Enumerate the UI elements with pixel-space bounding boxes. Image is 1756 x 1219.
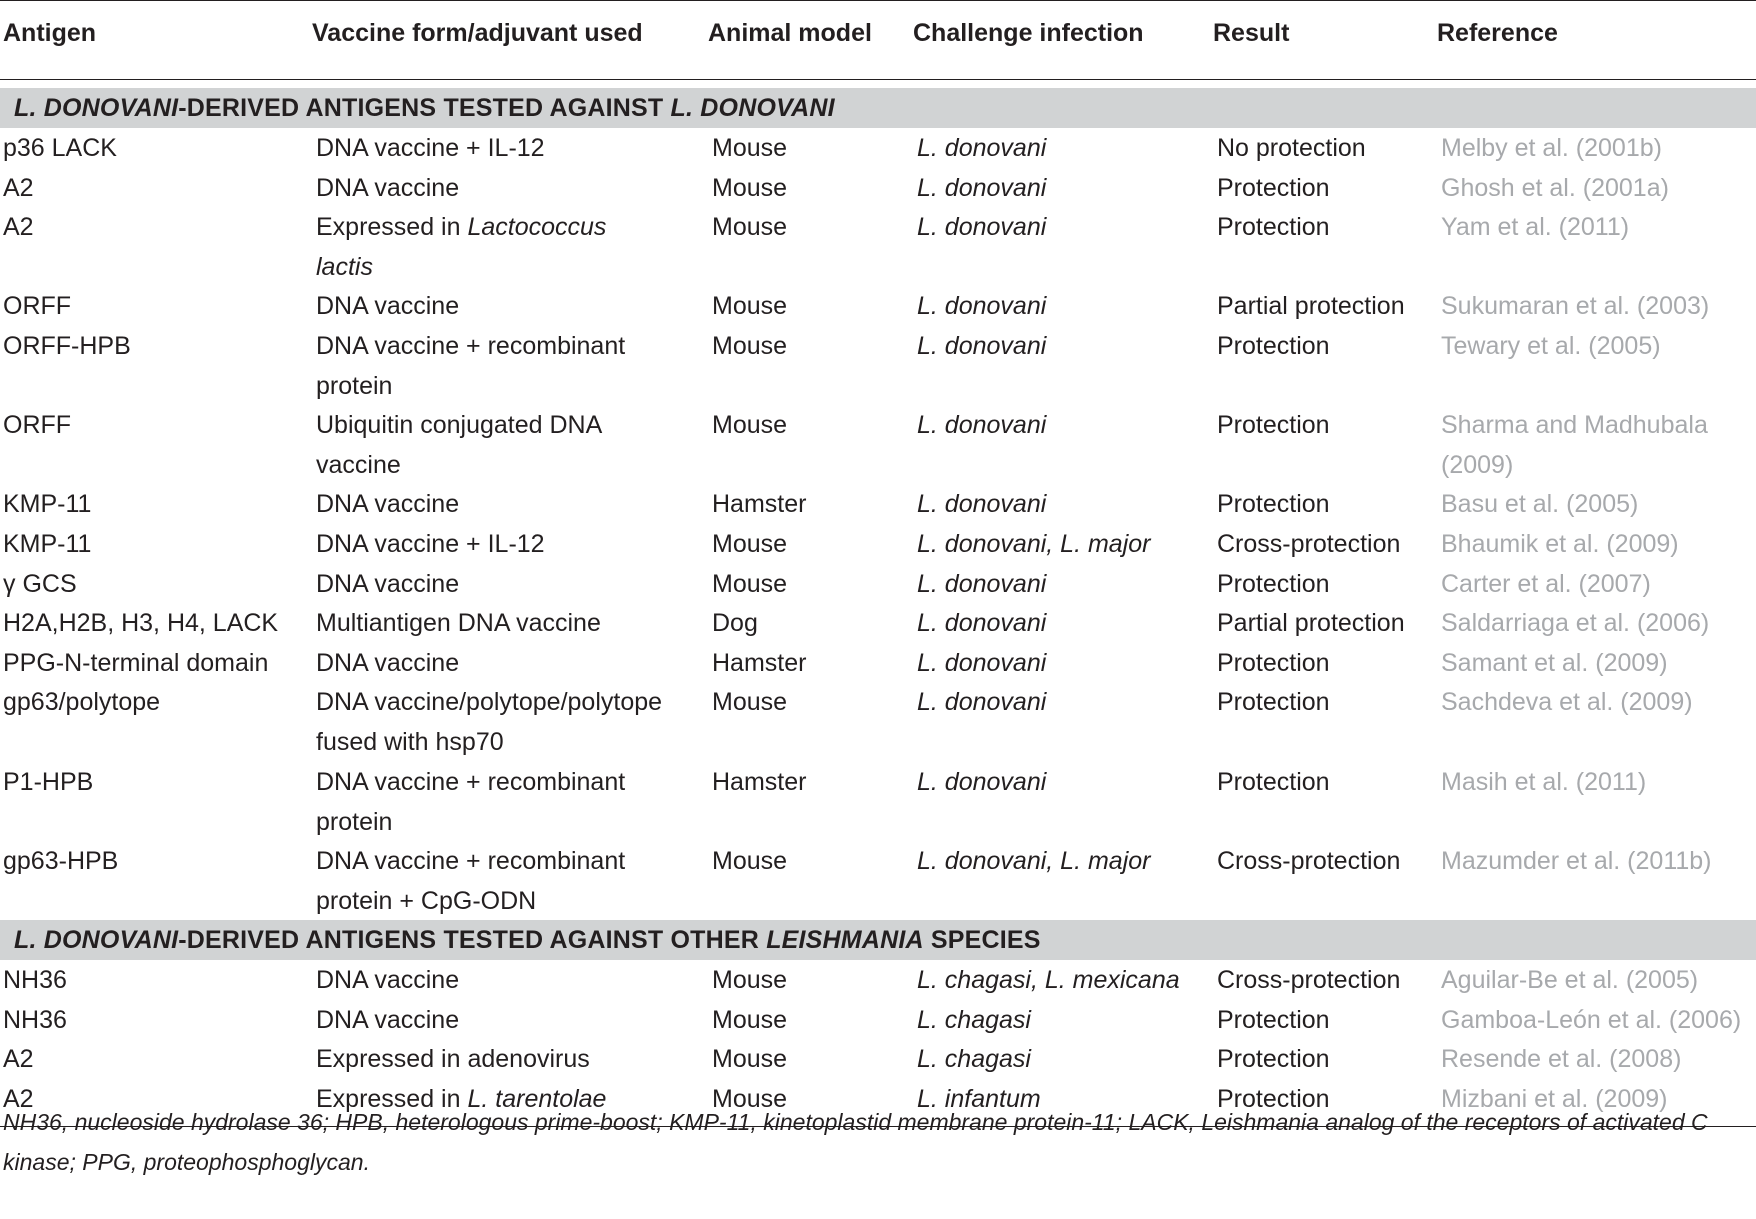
cell-animal: Mouse (712, 846, 788, 875)
vaccine-text: protein + CpG-ODN (316, 886, 537, 915)
cell-animal: Mouse (712, 530, 788, 558)
cell-result: Protection (1217, 767, 1330, 796)
cell-challenge: L. donovani (917, 609, 1047, 638)
vaccine-text: lactis (316, 253, 373, 282)
cell-result: Protection (1217, 1005, 1330, 1034)
vaccine-line (316, 168, 459, 208)
cell-antigen: γ GCS (3, 569, 77, 598)
vaccine-text: Multiantigen DNA vaccine (316, 609, 601, 638)
cell-vaccine (316, 207, 606, 287)
table-row (0, 326, 1756, 405)
cell-animal: Mouse (712, 292, 788, 321)
cell-result: No protection (1217, 134, 1366, 162)
cell-challenge: L. donovani (917, 173, 1047, 202)
vaccine-line (316, 841, 625, 881)
cell-challenge: L. chagasi (917, 1005, 1031, 1034)
section-title-part: LEISHMANIA (766, 926, 924, 954)
vaccine-line (316, 762, 625, 802)
vaccine-text: DNA vaccine (316, 173, 460, 202)
vaccine-text: Expressed in (316, 1084, 468, 1113)
reference-line: Gamboa-León et al. (2006) (1441, 1005, 1742, 1034)
cell-vaccine (316, 960, 459, 1000)
cell-challenge: L. infantum (917, 1084, 1041, 1113)
section-title-part: L. DONOVANI (14, 926, 179, 954)
table-row (0, 762, 1756, 841)
section-title (14, 93, 835, 123)
reference-line: Tewary et al. (2005) (1441, 332, 1661, 360)
cell-reference (1441, 326, 1661, 366)
vaccine-text: DNA vaccine (316, 1005, 460, 1034)
section-title-part: -DERIVED ANTIGENS TESTED AGAINST (178, 94, 671, 122)
cell-challenge: L. donovani (917, 688, 1047, 717)
cell-challenge: L. donovani (917, 292, 1047, 321)
cell-challenge: L. donovani (917, 490, 1047, 519)
cell-animal: Mouse (712, 1084, 788, 1113)
vaccine-line (316, 682, 662, 722)
cell-antigen: NH36 (3, 1005, 67, 1034)
cell-reference (1441, 484, 1638, 524)
vaccine-line (316, 207, 606, 247)
reference-line: Sharma and Madhubala (1441, 411, 1708, 440)
cell-animal: Hamster (712, 767, 807, 796)
vaccine-line (316, 881, 625, 921)
cell-result: Protection (1217, 688, 1330, 717)
cell-reference (1441, 762, 1646, 802)
cell-antigen: KMP-11 (3, 490, 92, 519)
cell-antigen: P1-HPB (3, 767, 94, 796)
cell-animal: Mouse (712, 173, 788, 202)
vaccine-text: DNA vaccine + IL-12 (316, 134, 545, 162)
vaccine-line (316, 445, 602, 485)
section-title (14, 925, 1041, 955)
vaccine-text: DNA vaccine (316, 292, 460, 321)
vaccine-line (316, 802, 625, 842)
vaccine-line (316, 128, 545, 168)
table-footnote: NH36, nucleoside hydrolase 36; HPB, heterologous prime-boost; KMP-11, kinetoplastid membrane protein-11; LACK, Leishmania analog of the receptors of activated C kinase; PPG, proteophosphoglycan. (3, 1109, 1708, 1175)
cell-result: Protection (1217, 569, 1330, 598)
cell-reference (1441, 643, 1668, 683)
cell-animal: Hamster (712, 648, 807, 677)
cell-challenge: L. chagasi, L. mexicana (917, 966, 1180, 994)
cell-antigen: H2A,H2B, H3, H4, LACK (3, 609, 279, 638)
cell-animal: Dog (712, 609, 758, 638)
vaccine-line (316, 643, 459, 683)
cell-reference (1441, 128, 1662, 168)
cell-vaccine (316, 484, 459, 524)
cell-challenge: L. donovani (917, 411, 1047, 440)
vaccine-text: L. tarentolae (467, 1084, 607, 1113)
header-rule (0, 79, 1756, 80)
vaccine-line (316, 564, 459, 604)
cell-vaccine (316, 405, 602, 485)
vaccine-line (316, 326, 625, 366)
reference-line: Saldarriaga et al. (2006) (1441, 609, 1710, 638)
cell-challenge: L. donovani (917, 648, 1047, 677)
vaccine-text: DNA vaccine (316, 569, 460, 598)
vaccine-line (316, 1000, 459, 1040)
table-header-row (0, 0, 1756, 66)
cell-reference (1441, 168, 1669, 208)
cell-animal: Mouse (712, 1005, 788, 1034)
cell-antigen: ORFF-HPB (3, 332, 131, 360)
cell-challenge: L. chagasi (917, 1045, 1031, 1074)
cell-reference (1441, 286, 1709, 326)
cell-result: Cross-protection (1217, 966, 1401, 994)
vaccine-text: protein (316, 372, 393, 400)
section-heading (0, 88, 1756, 128)
table-row (0, 960, 1756, 1000)
reference-line: Yam et al. (2011) (1441, 213, 1630, 242)
cell-vaccine (316, 682, 662, 762)
reference-line: Mizbani et al. (2009) (1441, 1084, 1668, 1113)
cell-result: Protection (1217, 411, 1330, 440)
table-row (0, 168, 1756, 208)
cell-antigen: gp63/polytope (3, 688, 161, 717)
cell-result: Protection (1217, 490, 1330, 519)
cell-reference (1441, 1039, 1681, 1079)
cell-result: Cross-protection (1217, 846, 1401, 875)
cell-vaccine (316, 1000, 459, 1040)
cell-vaccine (316, 841, 625, 921)
vaccine-line (316, 603, 601, 643)
table-row (0, 405, 1756, 484)
vaccine-text: Expressed in (316, 213, 468, 242)
vaccine-text: Lactococcus (467, 213, 607, 242)
vaccine-text: Expressed in adenovirus (316, 1045, 590, 1074)
section-title-part: SPECIES (923, 926, 1041, 954)
vaccine-line (316, 524, 545, 564)
cell-antigen: KMP-11 (3, 530, 92, 558)
vaccine-text: DNA vaccine (316, 966, 460, 994)
cell-animal: Mouse (712, 411, 788, 440)
cell-animal: Mouse (712, 332, 788, 360)
cell-result: Protection (1217, 332, 1330, 360)
table-row (0, 484, 1756, 524)
cell-challenge: L. donovani (917, 767, 1047, 796)
cell-result: Partial protection (1217, 292, 1405, 321)
reference-line: Sachdeva et al. (2009) (1441, 688, 1693, 717)
cell-animal: Hamster (712, 490, 807, 519)
cell-result: Partial protection (1217, 609, 1405, 638)
reference-line: Masih et al. (2011) (1441, 767, 1647, 796)
vaccine-line (316, 960, 459, 1000)
cell-vaccine (316, 762, 625, 842)
section-title-part: L. DONOVANI (14, 94, 179, 122)
col-header-animal: Animal model (708, 19, 872, 47)
vaccine-text: DNA vaccine (316, 648, 460, 677)
cell-reference (1441, 207, 1629, 247)
cell-challenge: L. donovani, L. major (917, 846, 1151, 875)
cell-result: Protection (1217, 1045, 1330, 1074)
cell-reference (1441, 682, 1693, 722)
reference-line: Basu et al. (2005) (1441, 490, 1639, 519)
reference-line: Carter et al. (2007) (1441, 569, 1651, 598)
vaccine-text: vaccine (316, 451, 401, 480)
cell-vaccine (316, 168, 459, 208)
table-row (0, 682, 1756, 761)
table-row (0, 564, 1756, 604)
reference-line: Aguilar-Be et al. (2005) (1441, 966, 1699, 994)
cell-vaccine (316, 1039, 590, 1079)
cell-antigen: A2 (3, 213, 34, 242)
cell-antigen: ORFF (3, 411, 72, 440)
vaccine-line (316, 366, 625, 406)
cell-result: Protection (1217, 173, 1330, 202)
cell-antigen: NH36 (3, 966, 67, 994)
vaccine-text: fused with hsp70 (316, 728, 504, 757)
cell-antigen: A2 (3, 1084, 34, 1113)
vaccine-line (316, 405, 602, 445)
vaccine-line (316, 247, 606, 287)
vaccine-text: Ubiquitin conjugated DNA (316, 411, 603, 440)
section-title-part: -DERIVED ANTIGENS TESTED AGAINST OTHER (178, 926, 767, 954)
cell-reference (1441, 1000, 1741, 1040)
cell-challenge: L. donovani (917, 332, 1047, 360)
cell-animal: Mouse (712, 688, 788, 717)
table-row (0, 1000, 1756, 1040)
col-header-reference: Reference (1437, 19, 1558, 47)
cell-animal: Mouse (712, 213, 788, 242)
cell-reference (1441, 524, 1679, 564)
reference-line: Sukumaran et al. (2003) (1441, 292, 1710, 321)
vaccine-text: DNA vaccine + recombinant (316, 767, 626, 796)
table-row (0, 603, 1756, 643)
col-header-result: Result (1213, 19, 1290, 47)
vaccine-text: DNA vaccine (316, 490, 460, 519)
vaccine-line (316, 286, 459, 326)
table-row (0, 1039, 1756, 1079)
vaccine-line (316, 484, 459, 524)
cell-reference (1441, 960, 1698, 1000)
cell-reference (1441, 405, 1708, 485)
cell-reference (1441, 841, 1712, 881)
reference-line: Resende et al. (2008) (1441, 1045, 1682, 1074)
cell-challenge: L. donovani (917, 213, 1047, 242)
cell-vaccine (316, 564, 459, 604)
cell-result: Protection (1217, 648, 1330, 677)
vaccine-line (316, 722, 662, 762)
cell-vaccine (316, 128, 545, 168)
reference-line: Samant et al. (2009) (1441, 648, 1668, 677)
vaccine-line (316, 1039, 590, 1079)
cell-animal: Mouse (712, 569, 788, 598)
cell-reference (1441, 564, 1651, 604)
vaccine-text: DNA vaccine + IL-12 (316, 530, 545, 558)
cell-result: Cross-protection (1217, 530, 1401, 558)
cell-challenge: L. donovani (917, 134, 1047, 162)
cell-vaccine (316, 286, 459, 326)
vaccine-text: DNA vaccine + recombinant (316, 846, 626, 875)
cell-result: Protection (1217, 213, 1330, 242)
cell-vaccine (316, 524, 545, 564)
cell-antigen: PPG-N-terminal domain (3, 648, 269, 677)
cell-vaccine (316, 643, 459, 683)
cell-antigen: A2 (3, 173, 34, 202)
reference-line: (2009) (1441, 451, 1514, 480)
reference-line: Mazumder et al. (2011b) (1441, 846, 1712, 875)
cell-antigen: A2 (3, 1045, 34, 1074)
table-row (0, 841, 1756, 920)
vaccine-text: DNA vaccine/polytope/polytope (316, 688, 663, 717)
vaccine-text: DNA vaccine + recombinant (316, 332, 626, 360)
section-title-part: L. DONOVANI (670, 94, 835, 122)
table-row (0, 643, 1756, 683)
cell-vaccine (316, 326, 625, 406)
col-header-challenge: Challenge infection (913, 19, 1144, 47)
reference-line: Ghosh et al. (2001a) (1441, 173, 1669, 202)
cell-vaccine (316, 603, 601, 643)
cell-result: Protection (1217, 1084, 1330, 1113)
table-row (0, 207, 1756, 286)
cell-animal: Mouse (712, 966, 788, 994)
reference-line: Melby et al. (2001b) (1441, 134, 1662, 162)
table-row (0, 524, 1756, 564)
section-heading (0, 920, 1756, 960)
cell-animal: Mouse (712, 134, 788, 162)
cell-animal: Mouse (712, 1045, 788, 1074)
cell-challenge: L. donovani, L. major (917, 530, 1151, 558)
top-rule (0, 0, 1756, 1)
cell-antigen: gp63-HPB (3, 846, 119, 875)
reference-line: Bhaumik et al. (2009) (1441, 530, 1679, 558)
cell-reference (1441, 603, 1709, 643)
table-row (0, 128, 1756, 168)
col-header-vaccine: Vaccine form/adjuvant used (312, 19, 643, 47)
table-row (0, 286, 1756, 326)
cell-antigen: p36 LACK (3, 134, 117, 162)
cell-challenge: L. donovani (917, 569, 1047, 598)
col-header-antigen: Antigen (3, 19, 97, 47)
vaccine-text: protein (316, 807, 393, 836)
cell-antigen: ORFF (3, 292, 72, 321)
